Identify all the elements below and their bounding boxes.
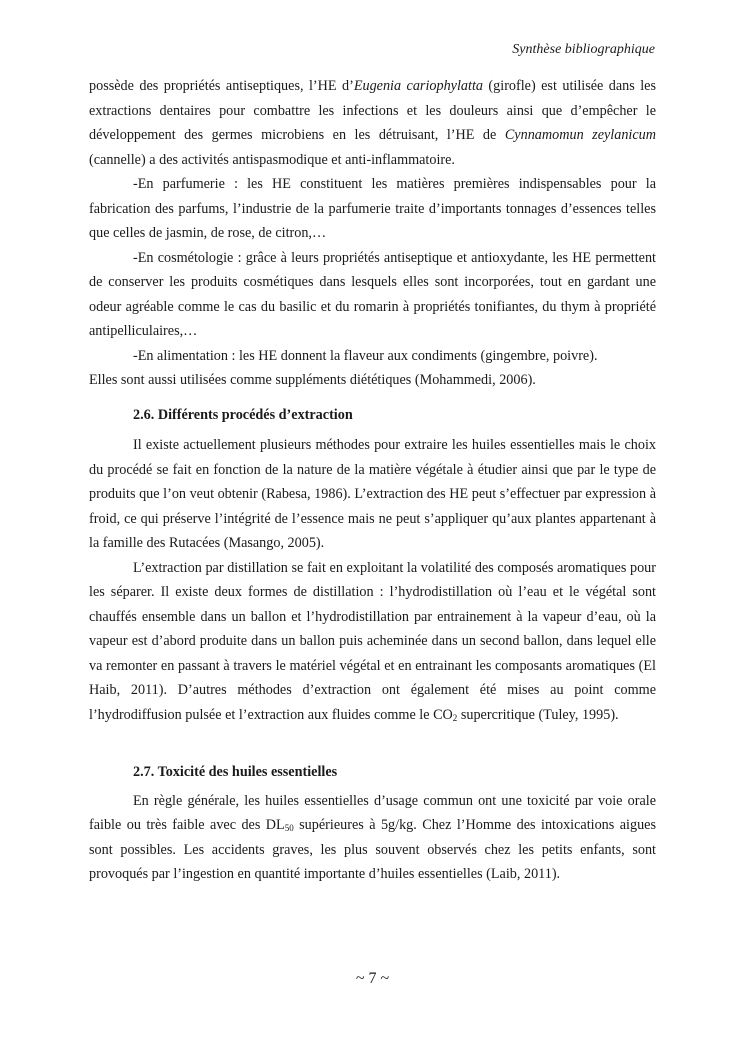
species-name-cinnamomum: Cynnamomun zeylanicum bbox=[504, 127, 656, 143]
intro-paragraph: possède des propriétés antiseptiques, l’HE d’Eugenia cariophylatta (girofle) est utilisée dans les extractions dentaires pour combattre les infections et les douleurs ainsi que d’empêcher le développement des germes microbiens en les détruisant, l’HE de Cynnamomun zeylanicum (cannelle) a des activités antispasmodique et anti-inflammatoire. bbox=[89, 78, 656, 168]
section-heading-extraction: 2.6. Différents procédés d’extraction bbox=[133, 406, 353, 423]
page-number: ~ 7 ~ bbox=[355, 970, 390, 987]
species-name-eugenia: Eugenia cariophylatta bbox=[353, 78, 483, 94]
paragraph-distillation: L’extraction par distillation se fait en exploitant la volatilité des composés aromatiques pour les séparer. Il existe deux formes de distillation : l’hydrodistillation où l’eau et le végétal sont chauffés ensemble dans un ballon et l’hydrodistillation par entrainement à la vapeur d’eau, où la vapeur est d’abord produite dans un ballon puis acheminée dans un second ballon, dans lequel elle va remonter en passant à travers le matériel végétal et en entrainant les composants aromatiques (El Haib, 2011). D’autres méthodes d’extraction ont également été mises au point comme l’hydrodiffusion pulsée et l’extraction aux fluides comme le $CO_2$ supercritique (Tuley, 1995). bbox=[89, 559, 656, 723]
paragraph-supplements: Elles sont aussi utilisées comme suppléments diététiques (Mohammedi, 2006). bbox=[89, 372, 536, 388]
subscript-co2: 2 bbox=[452, 712, 458, 723]
subscript-dl50: 50 bbox=[284, 823, 294, 833]
paragraph-cosmetology: -En cosmétologie : grâce à leurs propriétés antiseptique et antioxydante, les HE permettent de conserver les produits cosmétiques dans lesquels elles sont incorporées, tout en gardant une odeur agréable comme le cas du basilic et du romarin à propriétés tonifiantes, du thym à propriété antipelliculaires,… bbox=[89, 249, 656, 339]
section-heading-toxicity: 2.7. Toxicité des huiles essentielles bbox=[133, 764, 338, 780]
running-header: Synthèse bibliographique bbox=[512, 42, 655, 57]
paragraph-extraction-methods: Il existe actuellement plusieurs méthodes pour extraire les huiles essentielles mais le choix du procédé se fait en fonction de la nature de la matière végétale à étudier ainsi que par le type de produits que l’on veut obtenir (Rabesa, 1986). L’extraction des HE peut s’effectuer par expression à froid, ce qui préserve l’intégrité de l’essence mais ne peut s’appliquer qu’aux plantes appartenant à la famille des Rutacées (Masango, 2005). bbox=[89, 437, 656, 551]
paragraph-perfumery: -En parfumerie : les HE constituent les matières premières indispensables pour la fabrication des parfums, l’industrie de la parfumerie traite d’importants tonnages d’essences telles que celles de jasmin, de rose, de citron,… bbox=[89, 176, 656, 241]
paragraph-food: -En alimentation : les HE donnent la flaveur aux condiments (gingembre, poivre). bbox=[133, 347, 598, 364]
document-body bbox=[89, 74, 656, 887]
paragraph-toxicity: En règle générale, les huiles essentielles d’usage commun ont une toxicité par voie orale faible ou très faible avec des $DL_{50}$ supérieures à 5g/kg. Chez l’Homme des intoxications aigues sont possibles. Les accidents graves, les plus souvent observés chez les petits enfants, sont provoqués par l’ingestion en quantité importante d’huiles essentielles (Laib, 2011). bbox=[89, 792, 656, 882]
